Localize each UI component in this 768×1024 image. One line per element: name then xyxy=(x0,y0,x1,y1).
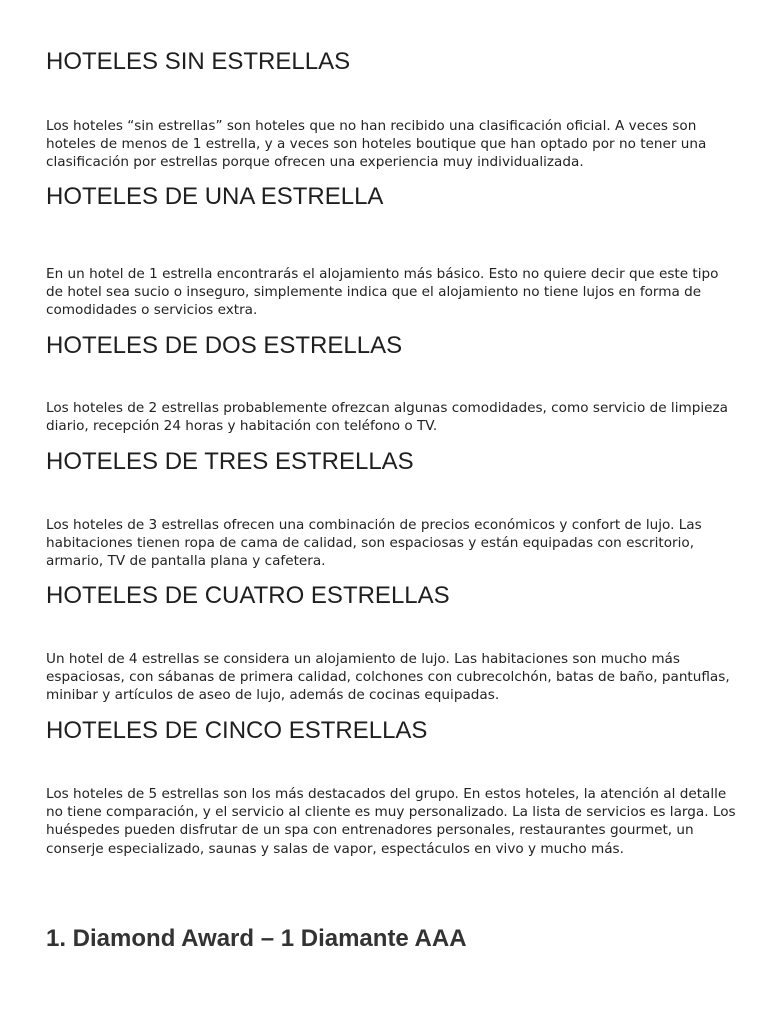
heading-tres-estrellas: HOTELES DE TRES ESTRELLAS xyxy=(46,448,414,475)
paragraph-una-estrella: En un hotel de 1 estrella encontrarás el alojamiento más básico. Esto no quiere decir que este tipo de hotel sea sucio o inseguro, simplemente indica que el alojamiento no tiene lujos en forma de comodidades o servicios extra. xyxy=(46,266,719,319)
paragraph-tres-estrellas: Los hoteles de 3 estrellas ofrecen una combinación de precios económicos y confort de lujo. Las habitaciones tienen ropa de cama de calidad, son espaciosas y están equipadas con escritorio, armario, TV de pantalla plana y cafetera. xyxy=(46,517,702,570)
heading-sin-estrellas: HOTELES SIN ESTRELLAS xyxy=(46,48,351,75)
paragraph-dos-estrellas: Los hoteles de 2 estrellas probablemente ofrezcan algunas comodidades, como servicio de limpieza diario, recepción 24 horas y habitación con teléfono o TV. xyxy=(46,400,728,435)
paragraph-cinco-estrellas: Los hoteles de 5 estrellas son los más destacados del grupo. En estos hoteles, la atención al detalle no tiene comparación, y el servicio al cliente es muy personalizado. La lista de servicios es larga. Los huéspedes pueden disfrutar de un spa con entrenadores personales, restaurantes gourmet, un conserje especializado, saunas y salas de vapor, espectáculos en vivo y mucho más. xyxy=(46,786,736,857)
heading-cuatro-estrellas: HOTELES DE CUATRO ESTRELLAS xyxy=(46,582,450,609)
paragraph-cuatro-estrellas: Un hotel de 4 estrellas se considera un alojamiento de lujo. Las habitaciones son mucho más espaciosas, con sábanas de primera calidad, colchones con cubrecolchón, batas de baño, pantuflas, minibar y artículos de aseo de lujo, además de cocinas equipadas. xyxy=(46,651,730,704)
paragraph-sin-estrellas: Los hoteles “sin estrellas” son hoteles que no han recibido una clasificación oficial. A veces son hoteles de menos de 1 estrella, y a veces son hoteles boutique que han optado por no tener una clasificación por estrellas porque ofrecen una experiencia muy individualizada. xyxy=(46,118,707,171)
heading-una-estrella: HOTELES DE UNA ESTRELLA xyxy=(46,183,384,210)
heading-cinco-estrellas: HOTELES DE CINCO ESTRELLAS xyxy=(46,717,428,744)
heading-dos-estrellas: HOTELES DE DOS ESTRELLAS xyxy=(46,332,403,359)
heading-diamond-award: 1. Diamond Award – 1 Diamante AAA xyxy=(46,925,467,952)
